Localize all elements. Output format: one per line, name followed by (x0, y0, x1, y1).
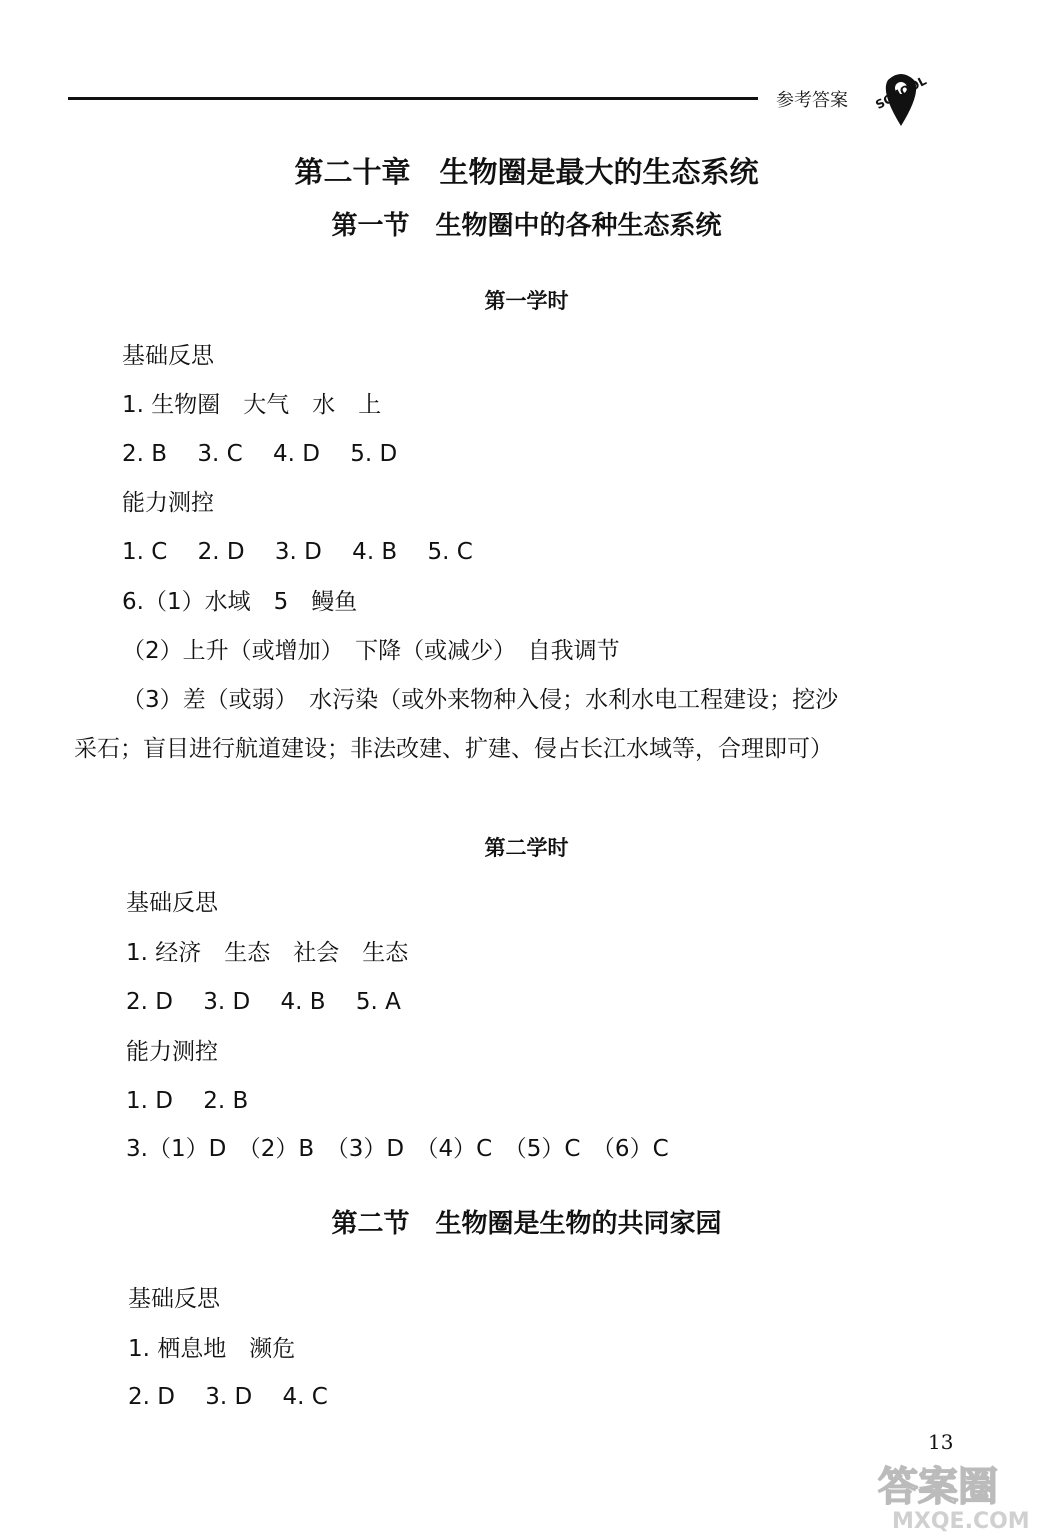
answer-line: 2. D 3. D 4. C (128, 1384, 328, 1410)
basic-heading: 基础反思 (128, 1286, 220, 1312)
section-1-title: 第一节 生物圈中的各种生态系统 (331, 211, 722, 241)
answer-line: 6.（1）水域 5 鳗鱼 (122, 589, 358, 615)
answer-line: 3.（1）D （2）B （3）D （4）C （5）C （6）C (126, 1136, 669, 1162)
answer-line: 1. 生物圈 大气 水 上 (122, 392, 382, 418)
answer-line: （3）差（或弱） 水污染（或外来物种入侵；水利水电工程建设；挖沙 (122, 687, 839, 713)
ability-heading: 能力测控 (126, 1039, 218, 1065)
watermark-url: MXQE.COM (892, 1509, 1030, 1534)
basic-heading: 基础反思 (126, 890, 218, 916)
watermark-text: 答案圈 (878, 1464, 998, 1510)
section-2-title: 第二节 生物圈是生物的共同家园 (331, 1209, 722, 1239)
ability-heading: 能力测控 (122, 490, 214, 516)
header-rule (68, 97, 758, 100)
answer-line: 采石；盲目进行航道建设；非法改建、扩建、侵占长江水域等，合理即可） (74, 736, 833, 762)
logo-text: SCHOOL (873, 73, 929, 113)
lesson-2-title: 第二学时 (484, 836, 569, 860)
answer-line: 2. B 3. C 4. D 5. D (122, 441, 398, 467)
lesson-1-title: 第一学时 (484, 289, 569, 313)
answer-line: 1. 经济 生态 社会 生态 (126, 940, 409, 966)
answer-line: （2）上升（或增加） 下降（或减少） 自我调节 (122, 638, 620, 664)
answer-line: 1. C 2. D 3. D 4. B 5. C (122, 539, 473, 565)
answer-line: 2. D 3. D 4. B 5. A (126, 989, 401, 1015)
answer-line: 1. 栖息地 濒危 (128, 1336, 296, 1362)
answer-line: 1. D 2. B (126, 1088, 249, 1114)
chapter-title: 第二十章 生物圈是最大的生态系统 (294, 155, 759, 189)
basic-heading: 基础反思 (122, 343, 214, 369)
watermark-logo (870, 1456, 1050, 1534)
page-number: 13 (928, 1430, 954, 1454)
school-logo (866, 66, 936, 130)
header-label: 参考答案 (776, 90, 848, 111)
